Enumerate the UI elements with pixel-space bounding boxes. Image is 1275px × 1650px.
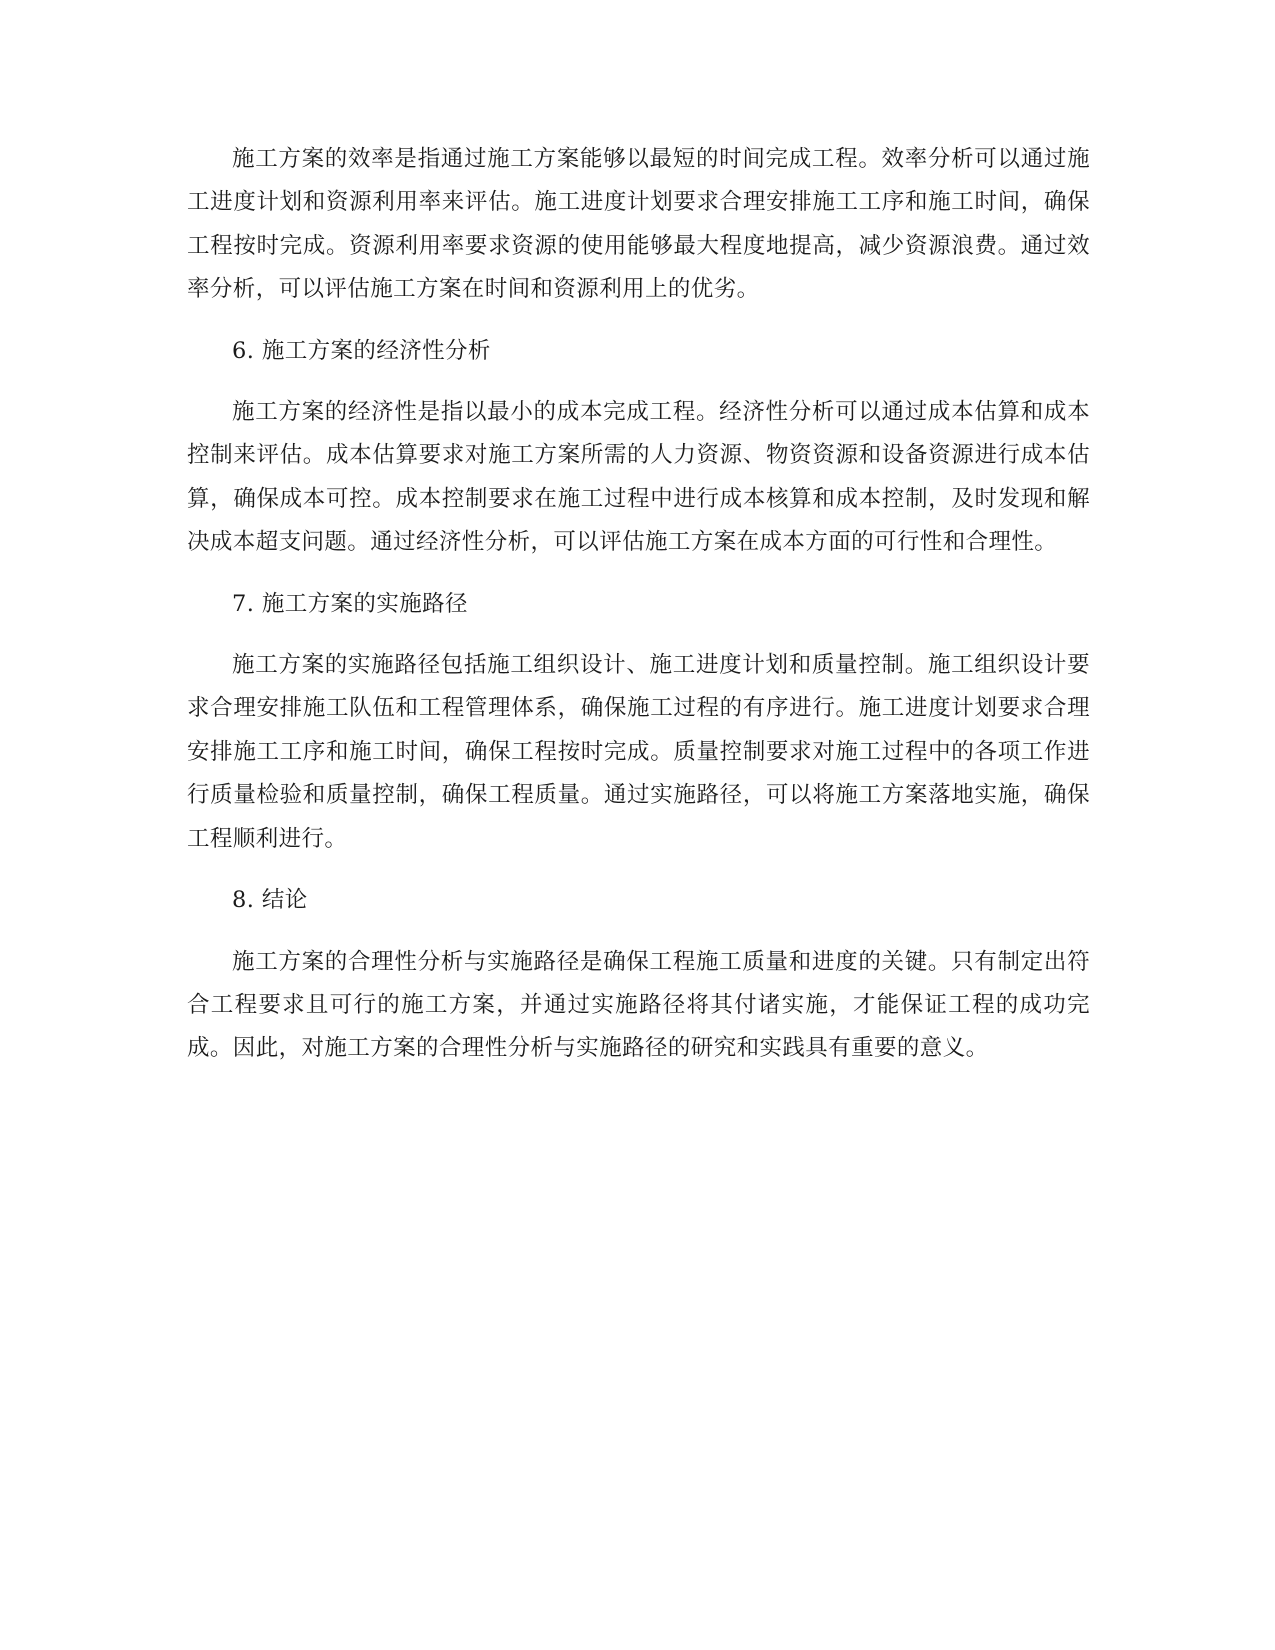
paragraph-conclusion: 施工方案的合理性分析与实施路径是确保工程施工质量和进度的关键。只有制定出符合工程要求且可行的施工方案，并通过实施路径将其付诸实施，才能保证工程的成功完成。因此，对施工方案的合理性分析与实施路径的研究和实践具有重要的意义。 xyxy=(187,948,1090,1062)
paragraph-implementation: 施工方案的实施路径包括施工组织设计、施工进度计划和质量控制。施工组织设计要求合理安排施工队伍和工程管理体系，确保施工过程的有序进行。施工进度计划要求合理安排施工工序和施工时间，确保工程按时完成。质量控制要求对施工过程中的各项工作进行质量检验和质量控制，确保工程质量。通过实施路径，可以将施工方案落地实施，确保工程顺利进行。 xyxy=(187,652,1090,852)
paragraph-efficiency: 施工方案的效率是指通过施工方案能够以最短的时间完成工程。效率分析可以通过施工进度计划和资源利用率来评估。施工进度计划要求合理安排施工工序和施工时间，确保工程按时完成。资源利用率要求资源的使用能够最大程度地提高，减少资源浪费。通过效率分析，可以评估施工方案在时间和资源利用上的优劣。 xyxy=(187,146,1090,303)
document-body xyxy=(187,138,1090,1089)
paragraph-economy: 施工方案的经济性是指以最小的成本完成工程。经济性分析可以通过成本估算和成本控制来评估。成本估算要求对施工方案所需的人力资源、物资资源和设备资源进行成本估算，确保成本可控。成本控制要求在施工过程中进行成本核算和成本控制，及时发现和解决成本超支问题。通过经济性分析，可以评估施工方案在成本方面的可行性和合理性。 xyxy=(187,399,1090,556)
heading-conclusion: 8. 结论 xyxy=(232,887,308,914)
heading-implementation-path: 7. 施工方案的实施路径 xyxy=(232,590,468,617)
heading-economy-analysis: 6. 施工方案的经济性分析 xyxy=(232,337,491,364)
